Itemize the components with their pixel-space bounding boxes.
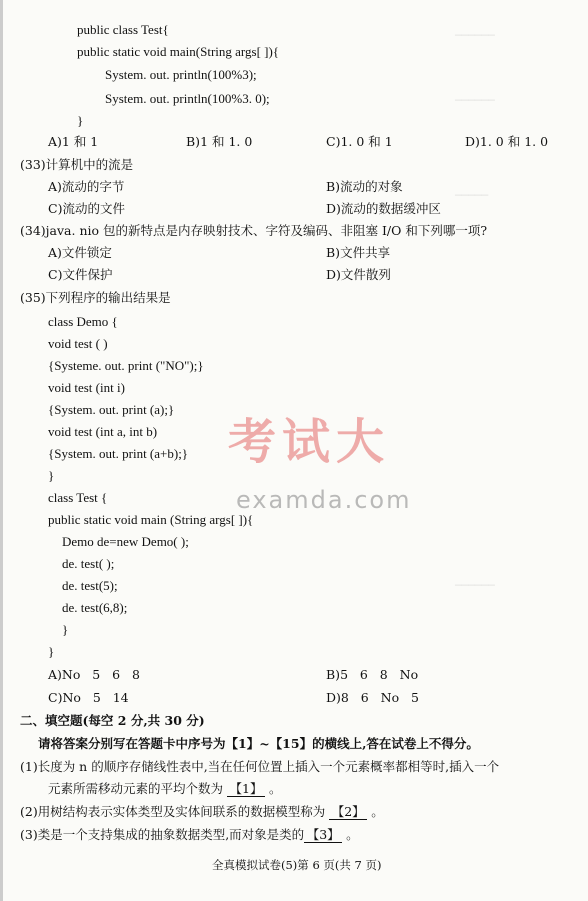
q32-option-c: C)1. 0 和 1: [326, 134, 393, 149]
q35-code-line: de. test(6,8);: [62, 600, 128, 615]
bleed-through-text: ──────: [455, 94, 495, 107]
q35-code-line: de. test(5);: [62, 578, 118, 593]
q32-code-line: System. out. println(100%3);: [105, 67, 257, 82]
bleed-through-text: ─────: [455, 189, 489, 202]
q33-option-b: B)流动的对象: [326, 179, 403, 194]
fill-q3-line: [20, 829, 359, 843]
q33-option-a: A)流动的字节: [48, 179, 125, 194]
page-edge-shadow: [0, 0, 3, 901]
q32-option-b: B)1 和 1. 0: [186, 134, 253, 149]
q34-option-b: B)文件共享: [326, 245, 391, 260]
q35-code-line: public static void main (String args[ ]){: [48, 512, 254, 527]
q32-option-a: A)1 和 1: [48, 134, 99, 149]
q35-code-line: void test ( ): [48, 336, 108, 351]
fill-q1-text: 元素所需移动元素的平均个数为: [48, 781, 224, 796]
q35-code-line: {System. out. print (a);}: [48, 402, 175, 417]
bleed-through-text: ──────: [455, 29, 495, 42]
q35-code-line: }: [48, 468, 55, 483]
q33-question: (33)计算机中的流是: [20, 157, 134, 172]
q35-option-c: C)No 5 14: [48, 690, 129, 705]
fill-q3-text: (3)类是一个支持集成的抽象数据类型,而对象是类的: [20, 827, 305, 842]
page-footer: 全真模拟试卷(5)第 6 页(共 7 页): [212, 858, 382, 872]
q35-code-line: }: [48, 644, 55, 659]
q34-option-c: C)文件保护: [48, 267, 113, 282]
q32-option-d: D)1. 0 和 1. 0: [465, 134, 549, 149]
fill-q1-text: (1)长度为 n 的顺序存储线性表中,当在任何位置上插入一个元素概率都相等时,插入一个: [20, 759, 500, 774]
watermark-url: examda.com: [236, 486, 412, 514]
fill-q3-end: 。: [346, 827, 359, 842]
q35-code-line: class Test {: [48, 490, 108, 505]
answer-blank-2: 【2】: [329, 806, 367, 820]
q35-option-a: A)No 5 6 8: [48, 667, 140, 682]
fill-q2-line: [20, 806, 384, 820]
answer-blank-1: 【1】: [227, 783, 265, 797]
q35-code-line: de. test( );: [62, 556, 115, 571]
q35-code-line: void test (int i): [48, 380, 125, 395]
q33-option-d: D)流动的数据缓冲区: [326, 201, 441, 216]
section-heading: 二、填空题(每空 2 分,共 30 分): [20, 713, 205, 728]
q35-option-b: B)5 6 8 No: [326, 667, 419, 682]
fill-q2-end: 。: [371, 804, 384, 819]
q35-code-line: {Systeme. out. print ("NO");}: [48, 358, 204, 373]
q35-option-d: D)8 6 No 5: [326, 690, 419, 705]
watermark-logo: 考试大: [228, 414, 391, 470]
q35-code-line: {System. out. print (a+b);}: [48, 446, 189, 461]
q34-option-a: A)文件锁定: [48, 245, 112, 260]
q32-code-line: public class Test{: [77, 22, 169, 37]
q32-code-line: }: [77, 113, 84, 128]
answer-blank-3: 【3】: [304, 829, 342, 843]
section-instruction: 请将答案分别写在答题卡中序号为【1】~【15】的横线上,答在试卷上不得分。: [38, 736, 479, 751]
fill-q1-end: 。: [268, 781, 282, 796]
q34-option-d: D)文件散列: [326, 267, 391, 282]
q34-question: (34)java. nio 包的新特点是内存映射技术、字符及编码、非阻塞 I/O 和下列哪一项?: [20, 223, 488, 238]
q35-code-line: class Demo {: [48, 314, 118, 329]
q33-option-c: C)流动的文件: [48, 201, 125, 216]
q35-question: (35)下列程序的输出结果是: [20, 290, 171, 305]
q35-code-line: }: [62, 622, 69, 637]
q32-code-line: System. out. println(100%3. 0);: [105, 91, 270, 106]
q35-code-line: Demo de=new Demo( );: [62, 534, 189, 549]
fill-q2-text: (2)用树结构表示实体类型及实体间联系的数据模型称为: [20, 804, 326, 819]
q35-code-line: void test (int a, int b): [48, 424, 158, 439]
bleed-through-text: ──────: [455, 579, 495, 592]
q32-code-line: public static void main(String args[ ]){: [77, 44, 280, 59]
fill-q1-line2: [48, 783, 282, 797]
